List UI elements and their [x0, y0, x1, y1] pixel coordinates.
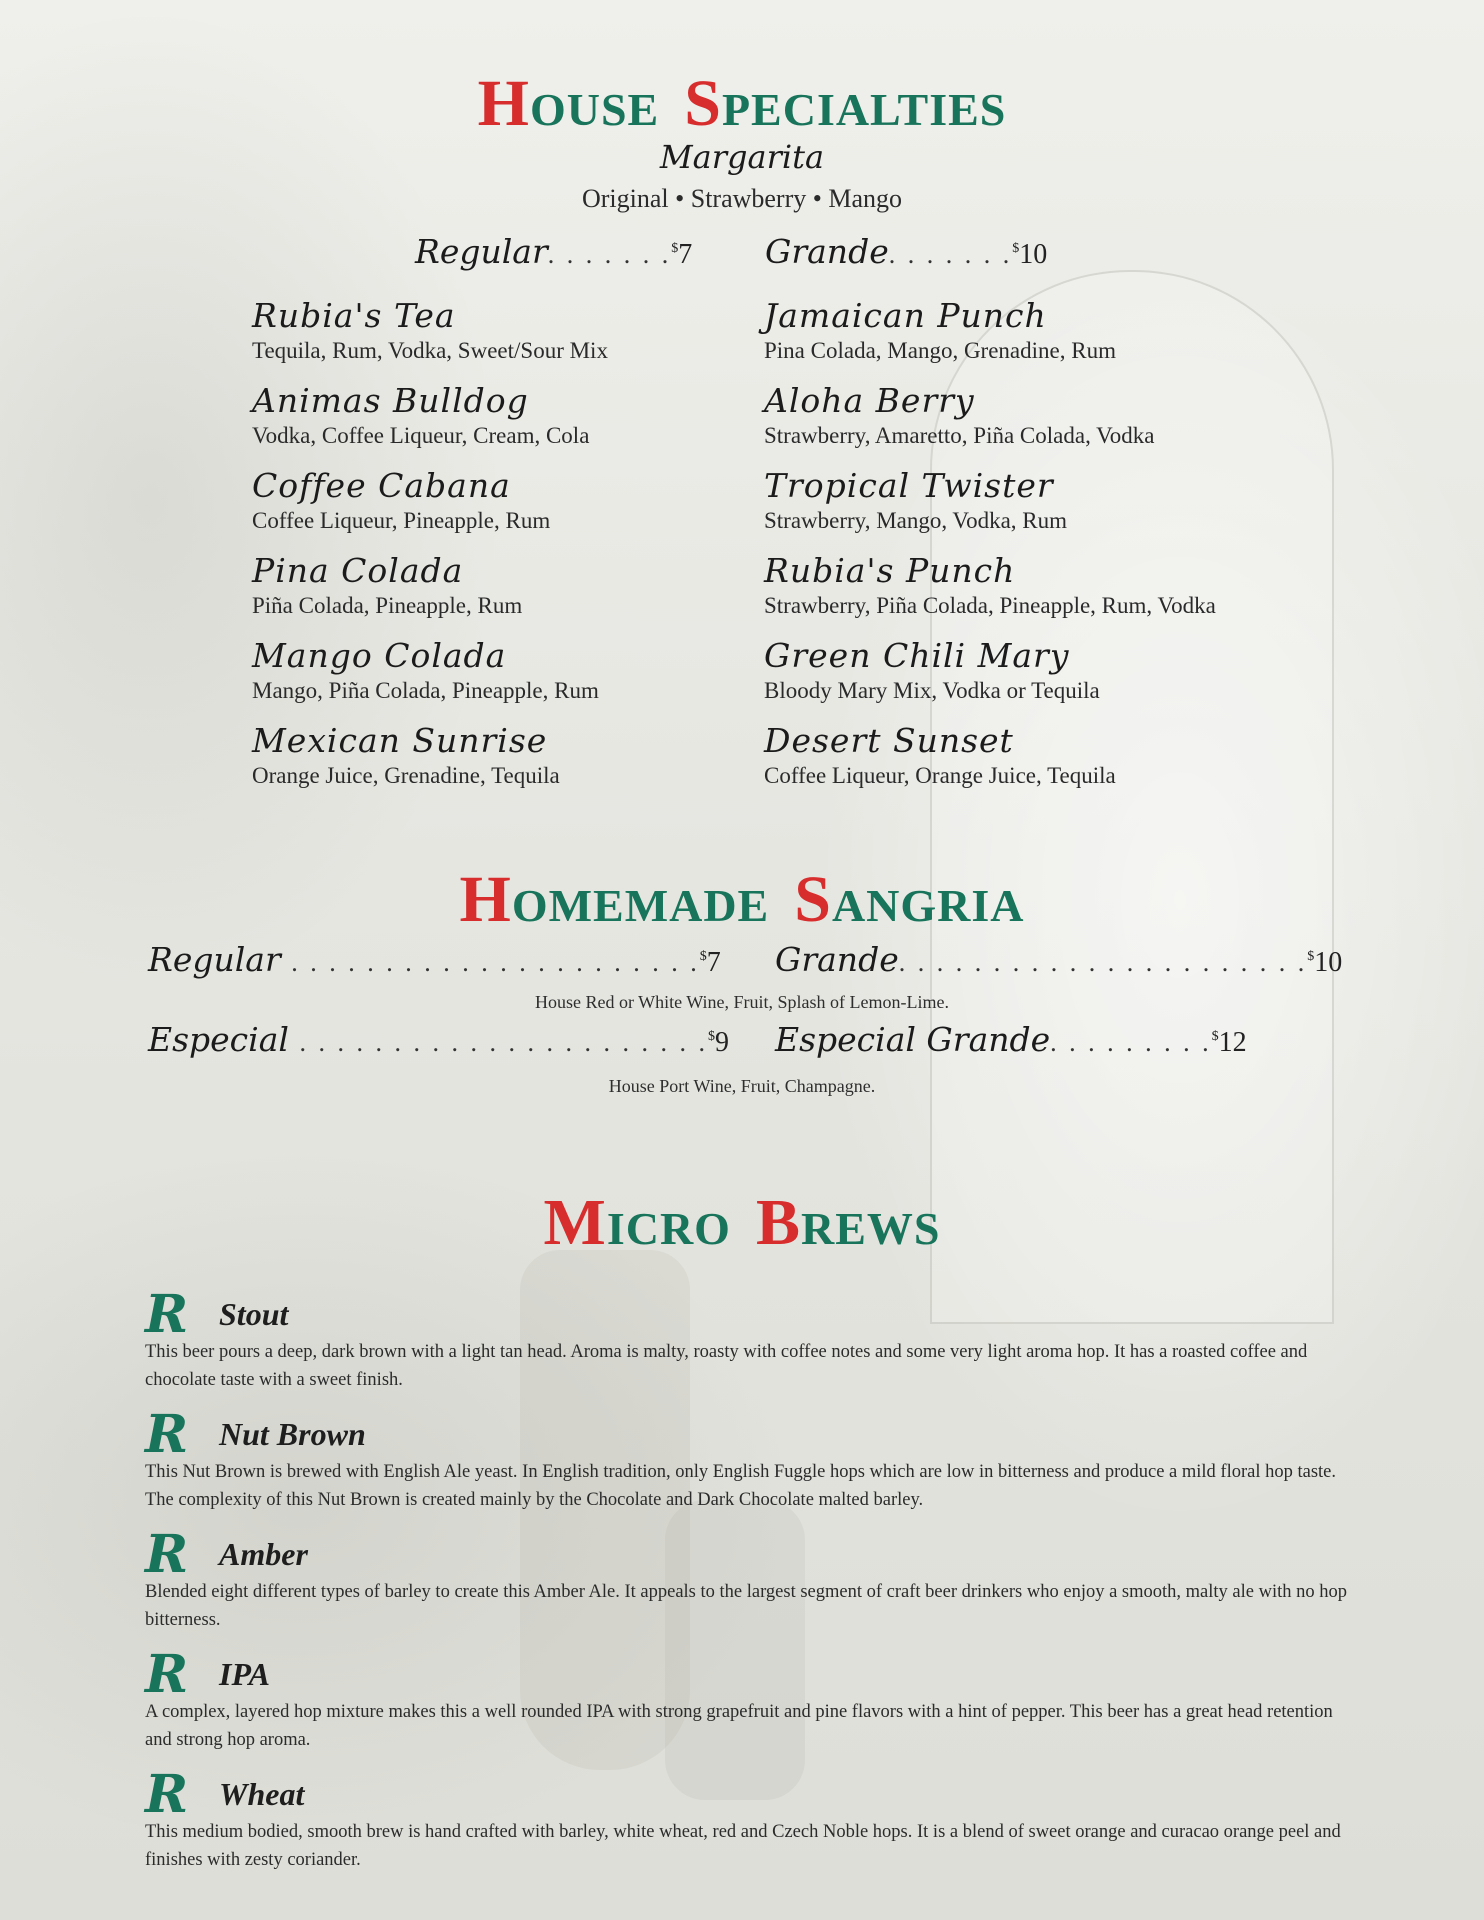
brew-item	[145, 1764, 1360, 1874]
title-cap-letter: B	[755, 1186, 801, 1259]
drink-ingredients: Strawberry, Mango, Vodka, Rum	[764, 508, 1068, 533]
drink-ingredients: Strawberry, Amaretto, Piña Colada, Vodka	[764, 423, 1155, 448]
price-dots: . . . . . . .	[547, 240, 672, 269]
sangria-regular-price	[148, 940, 721, 979]
drink-item	[252, 296, 772, 366]
drink-item	[764, 381, 1324, 451]
brew-item	[145, 1644, 1360, 1754]
margarita-grande-price	[765, 232, 1047, 271]
brew-name: Nut Brown	[219, 1416, 366, 1452]
price-value: 7	[706, 947, 721, 978]
currency-symbol: $	[671, 241, 679, 256]
price-dots: . . . . . . . . . . . . . . . . . . . . . .	[299, 1028, 708, 1057]
brew-description: Blended eight different types of barley to create this Amber Ale. It appeals to the largest segment of craft beer drinkers who enjoy a smooth, malty ale with no hop bitterness.	[145, 1582, 1347, 1630]
price-value: 12	[1218, 1027, 1247, 1058]
title-rest: ANGRIA	[831, 880, 1025, 931]
margarita-flavors: Original • Strawberry • Mango	[581, 184, 903, 213]
brew-description: This medium bodied, smooth brew is hand crafted with barley, white wheat, red and Czech Noble hops. It is a blend of sweet orange and curacao orange peel and finishes with zesty coriander.	[145, 1822, 1341, 1870]
house-specialties-title	[0, 66, 1484, 142]
price-dots: . . . . . . . . .	[1050, 1028, 1212, 1057]
drink-item	[764, 466, 1324, 536]
title-cap-letter: H	[459, 863, 512, 936]
drink-ingredients: Pina Colada, Mango, Grenadine, Rum	[764, 338, 1116, 363]
drink-ingredients: Strawberry, Piña Colada, Pineapple, Rum, Vodka	[764, 593, 1216, 618]
drink-name: Pina Colada	[252, 551, 464, 590]
drink-name: Coffee Cabana	[252, 466, 511, 505]
drink-item	[764, 296, 1324, 366]
drink-name: Desert Sunset	[764, 721, 1014, 760]
price-value: 9	[714, 1027, 729, 1058]
currency-symbol: $	[707, 1029, 715, 1044]
price-dots: . . . . . . . . . . . . . . . . . . . . . .	[291, 948, 700, 977]
drink-item	[252, 721, 772, 791]
brewery-logo-icon: R	[145, 1404, 189, 1465]
price-label: Grande	[775, 940, 899, 979]
title-rest: PECIALTIES	[721, 84, 1007, 135]
drink-ingredients: Mango, Piña Colada, Pineapple, Rum	[252, 678, 599, 703]
brew-name: Wheat	[219, 1776, 305, 1812]
drink-item	[764, 636, 1324, 706]
drink-ingredients: Orange Juice, Grenadine, Tequila	[252, 763, 560, 788]
drink-name: Tropical Twister	[764, 466, 1054, 505]
title-rest: ICRO	[606, 1203, 731, 1254]
sangria-note-especial: House Port Wine, Fruit, Champagne.	[608, 1076, 876, 1096]
brew-description: A complex, layered hop mixture makes this a well rounded IPA with strong grapefruit and pine flavors with a hint of pepper. This beer has a great head retention and strong hop aroma.	[145, 1702, 1333, 1750]
title-cap-letter: M	[543, 1186, 607, 1259]
margarita-regular-price	[415, 232, 692, 271]
price-label: Especial Grande	[775, 1020, 1051, 1059]
price-value: 7	[678, 239, 693, 270]
drink-ingredients: Bloody Mary Mix, Vodka or Tequila	[764, 678, 1100, 703]
price-label: Especial	[148, 1020, 289, 1059]
drink-name: Mango Colada	[252, 636, 507, 675]
title-rest: REWS	[800, 1203, 941, 1254]
title-cap-letter: S	[794, 863, 832, 936]
currency-symbol: $	[1012, 241, 1020, 256]
sangria-grande-price	[775, 940, 1342, 979]
brew-item	[145, 1404, 1360, 1514]
drink-name: Rubia's Tea	[252, 296, 456, 335]
drink-ingredients: Vodka, Coffee Liqueur, Cream, Cola	[252, 423, 590, 448]
sangria-note-regular: House Red or White Wine, Fruit, Splash of Lemon-Lime.	[534, 992, 950, 1012]
drink-item	[252, 466, 772, 536]
brewery-logo-icon: R	[145, 1764, 189, 1825]
micro-brews-title	[0, 1185, 1484, 1261]
drink-ingredients: Coffee Liqueur, Orange Juice, Tequila	[764, 763, 1116, 788]
drink-ingredients: Coffee Liqueur, Pineapple, Rum	[252, 508, 551, 533]
drink-name: Jamaican Punch	[764, 296, 1047, 335]
brew-description: This beer pours a deep, dark brown with a light tan head. Aroma is malty, roasty with coffee notes and some very light aroma hop. It has a roasted coffee and chocolate taste with a sweet finish.	[145, 1342, 1308, 1390]
brew-item	[145, 1284, 1360, 1394]
title-rest: OMEMADE	[511, 880, 770, 931]
drink-name: Rubia's Punch	[764, 551, 1016, 590]
currency-symbol: $	[1211, 1029, 1219, 1044]
currency-symbol: $	[1307, 949, 1315, 964]
drink-item	[764, 721, 1324, 791]
brew-name: IPA	[219, 1656, 270, 1692]
drink-item	[252, 381, 772, 451]
price-label: Grande	[765, 232, 889, 271]
sangria-especial-grande-price	[775, 1020, 1247, 1059]
sangria-especial-price	[148, 1020, 729, 1059]
price-dots: . . . . . . .	[888, 240, 1013, 269]
brew-item	[145, 1524, 1360, 1634]
drink-name: Green Chili Mary	[764, 636, 1070, 675]
title-cap-letter: H	[477, 67, 530, 140]
price-label: Regular	[148, 940, 281, 979]
brew-description: This Nut Brown is brewed with English Ale yeast. In English tradition, only English Fuggle hops which are low in bitterness and produce a mild floral hop taste. The complexity of this Nut Brown is created mainly by the Chocolate and Dark Chocolate malted barley.	[145, 1462, 1337, 1510]
currency-symbol: $	[699, 949, 707, 964]
price-dots: . . . . . . . . . . . . . . . . . . . . . .	[898, 948, 1308, 977]
price-label: Regular	[415, 232, 548, 271]
drink-item	[252, 636, 772, 706]
brew-name: Stout	[219, 1296, 289, 1332]
price-value: 10	[1019, 239, 1048, 270]
drink-ingredients: Tequila, Rum, Vodka, Sweet/Sour Mix	[252, 338, 608, 363]
drink-item	[252, 551, 772, 621]
drink-ingredients: Piña Colada, Pineapple, Rum	[252, 593, 523, 618]
margarita-name: Margarita	[659, 138, 825, 176]
drink-name: Aloha Berry	[764, 381, 975, 420]
brewery-logo-icon: R	[145, 1524, 189, 1585]
homemade-sangria-title	[0, 862, 1484, 938]
brewery-logo-icon: R	[145, 1284, 189, 1345]
price-value: 10	[1314, 947, 1343, 978]
title-rest: OUSE	[529, 84, 660, 135]
brew-name: Amber	[219, 1536, 308, 1572]
drink-name: Animas Bulldog	[252, 381, 529, 420]
title-cap-letter: S	[684, 67, 722, 140]
brewery-logo-icon: R	[145, 1644, 189, 1705]
drink-name: Mexican Sunrise	[252, 721, 548, 760]
drink-item	[764, 551, 1324, 621]
